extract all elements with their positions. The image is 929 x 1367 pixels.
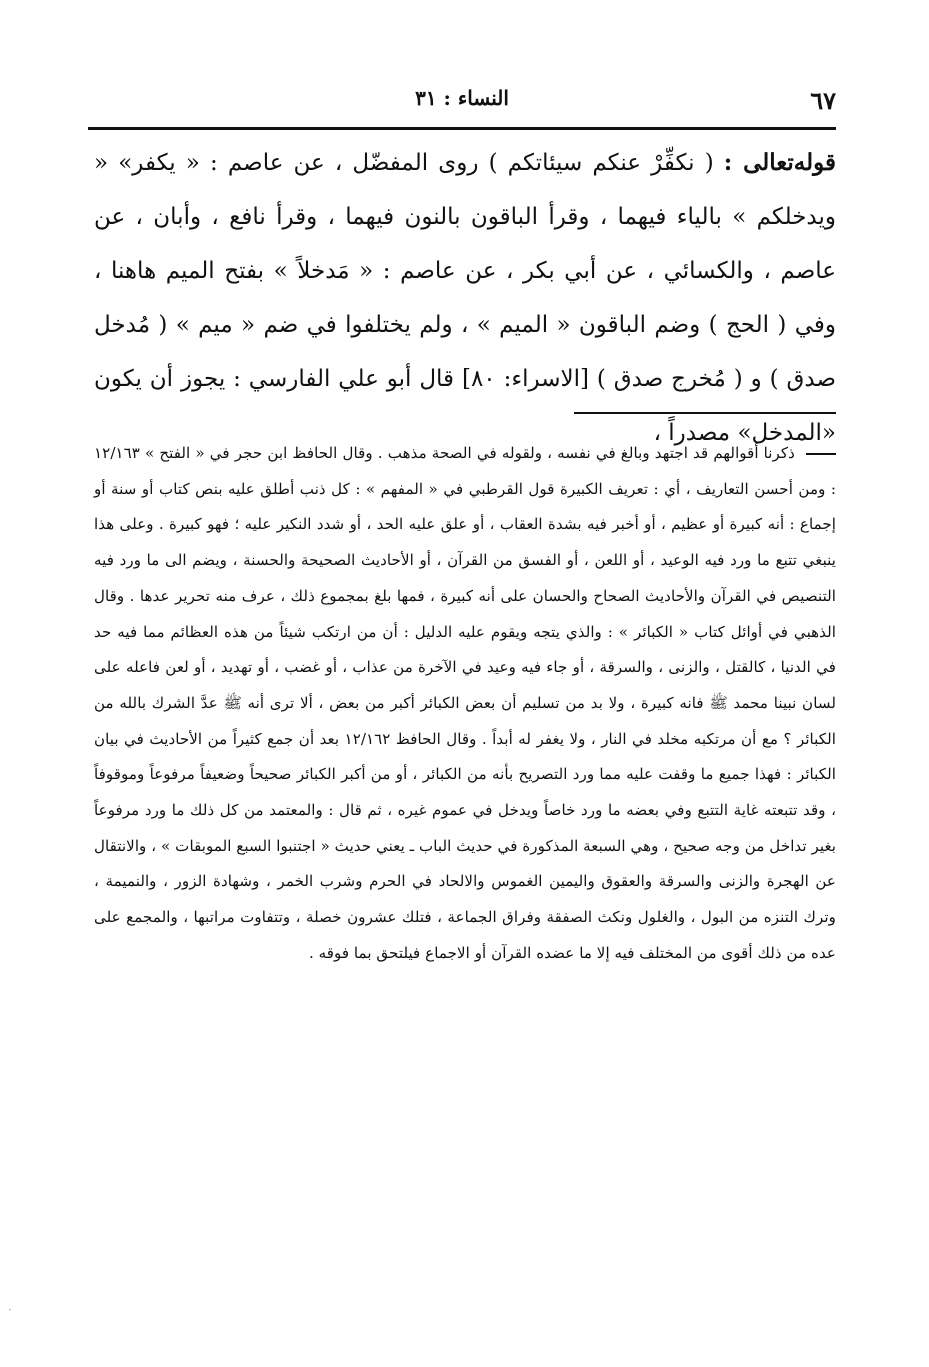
header-rule [88, 127, 836, 130]
running-title: النساء : ٣١ [415, 86, 509, 110]
main-text-lead: قوله‌تعالى : [723, 149, 836, 176]
footnotes [94, 436, 836, 972]
page-number: ٦٧ [810, 86, 836, 115]
main-text-body: ( نكفِّرْ عنكم سيئاتكم ) روى المفضّل ، عن عاصم : « يكفر» « ويدخلكم » بالياء فيهما ، وقرأ الباقون بالنون فيهما ، وقرأ نافع ، وأبان ، عن عاصم ، والكسائي ، عن أبي بكر ، عن عاصم : « مَدخلاً » بفتح الميم هاهنا ، وفي ( الحج ) وضم الباقون « الميم » ، ولم يختلفوا في ضم « ميم » ( مُدخل صدق ) و ( مُخرج صدق ) [الاسراء: ٨٠] قال أبو علي الفارسي : يجوز أن يكون «المدخل» مصدراً ، [94, 150, 837, 446]
footnote-separator [574, 412, 836, 414]
margin-speck: · [8, 1303, 12, 1317]
footnote-continuation-dash [806, 453, 836, 455]
page-header [88, 86, 836, 120]
footnote-text: ذكرنا أقوالهم قد اجتهد وبالغ في نفسه ، ولقوله في الصحة مذهب . وقال الحافظ ابن حجر في « الفتح » ١٢/١٦٣ : ومن أحسن التعاريف ، أي : تعريف الكبيرة قول القرطبي في « المفهم » : كل ذنب أطلق عليه بنص كتاب أو سنة أو إجماع : أنه كبيرة أو عظيم ، أو أخبر فيه بشدة العقاب ، أو علق عليه الحد ، أو شدد النكير عليه ؛ فهو كبيرة . وعلى هذا ينبغي تتبع ما ورد فيه الوعيد ، أو اللعن ، أو الفسق من القرآن ، أو الأحاديث الصحيحة والحسنة ، ويضم الى ما ورد فيه التنصيص في القرآن والأحاديث الصحاح والحسان على أنه كبيرة ، فمها بلغ بمجموع ذلك ، عرف منه تحرير عدها . وقال الذهبي في أوائل كتاب « الكبائر » : والذي يتجه ويقوم عليه الدليل : أن من ارتكب شيئاً من هذه العظائم مما فيه حد في الدنيا ، كالقتل ، والزنى ، والسرقة ، أو جاء فيه وعيد في الآخرة من عذاب ، أو غضب ، أو تهديد ، أو لعن فاعله على لسان نبينا محمد ﷺ فانه كبيرة ، ولا بد من تسليم أن بعض الكبائر أكبر من بعض ، ألا ترى أنه ﷺ عدَّ الشرك بالله من الكبائر ؟ مع أن مرتكبه مخلد في النار ، ولا يغفر له أبداً . وقال الحافظ ١٢/١٦٢ بعد أن جمع كثيراً من الأحاديث في بيان الكبائر : فهذا جميع ما وقفت عليه مما ورد التصريح بأنه من الكبائر ، أو من أكبر الكبائر صحيحاً وضعيفاً مرفوعاً وموقوفاً ، وقد تتبعته غاية التتبع وفي بعضه ما ورد خاصاً ويدخل في عموم غيره ، ثم قال : والمعتمد من كل ذلك ما ورد مرفوعاً بغير تداخل من وجه صحيح ، وهي السبعة المذكورة في حديث الباب ـ يعني حديث « اجتنبوا السبع الموبقات » ، والانتقال عن الهجرة والزنى والسرقة والعقوق واليمين الغموس والالحاد في الحرم وشرب الخمر ، وشهادة الزور ، والنميمة ، وترك التنزه من البول ، والغلول ونكث الصفقة وفراق الجماعة ، فتلك عشرون خصلة ، وتتفاوت مراتبها ، والمجمع على عده من ذلك أقوى من المختلف فيه إلا ما عضده القرآن أو الاجماع فيلتحق بما فوقه . [94, 444, 836, 962]
